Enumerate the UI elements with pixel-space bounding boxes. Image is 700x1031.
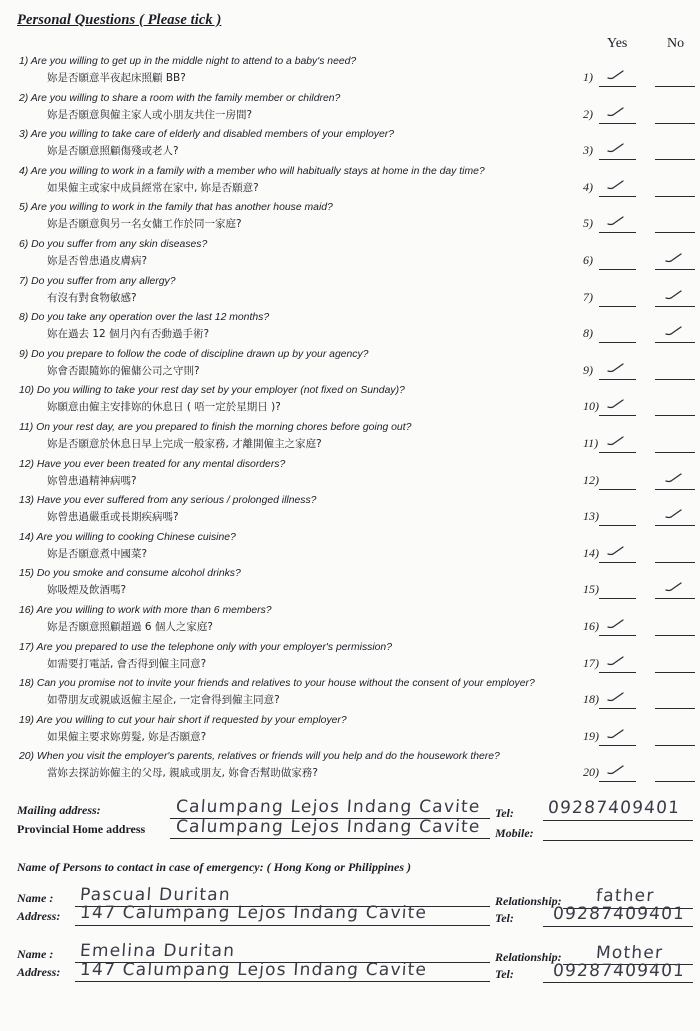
no-answer-box[interactable] <box>655 306 695 307</box>
question-chinese: 妳是否願意半夜起床照顧 BB? <box>47 72 186 84</box>
question-english: 20) When you visit the employer's parents, relatives or friends will you help and do the housework there? <box>19 751 500 763</box>
answer-number: 15) <box>583 582 599 597</box>
answer-row <box>583 323 695 343</box>
tel-value[interactable]: 09287409401 <box>547 798 681 818</box>
tick-mark-icon <box>607 728 625 740</box>
question-chinese: 妳曾患過精神病嗎? <box>47 474 137 487</box>
question-english: 4) Are you willing to work in a family with a member who will habitually stays at home in the day time? <box>19 165 485 177</box>
tick-mark-icon <box>607 179 625 191</box>
mailing-address-label: Mailing address: <box>17 803 101 817</box>
answer-row <box>583 213 695 233</box>
question-chinese: 如果僱主要求妳剪髮, 妳是否願意? <box>47 730 207 743</box>
yes-answer-box[interactable] <box>599 159 636 160</box>
no-answer-box[interactable] <box>655 452 695 453</box>
answer-number: 20) <box>583 765 599 780</box>
contact-address-value[interactable]: 147 Calumpang Lejos Indang Cavite <box>79 903 428 923</box>
contact-name-value[interactable]: Emelina Duritan <box>79 941 236 961</box>
yes-answer-box[interactable] <box>599 489 636 490</box>
answer-row <box>583 177 695 197</box>
answer-number: 7) <box>583 289 593 304</box>
no-answer-box[interactable] <box>655 159 695 160</box>
question-item <box>19 458 589 488</box>
yes-answer-box[interactable] <box>599 306 636 307</box>
question-english: 8) Do you take any operation over the last 12 months? <box>19 312 270 324</box>
question-item <box>19 641 589 671</box>
answer-number: 19) <box>583 728 599 743</box>
answer-row <box>583 433 695 453</box>
tick-mark-icon <box>607 764 625 776</box>
answer-row <box>583 360 695 380</box>
question-chinese: 妳是否願意照顧超過 6 個人之家庭? <box>47 621 213 633</box>
answer-number: 13) <box>583 509 599 524</box>
contact-relationship-value[interactable]: father <box>595 886 656 906</box>
tick-mark-icon <box>665 289 683 301</box>
question-english: 12) Have you ever been treated for any mental disorders? <box>19 458 286 470</box>
question-item <box>19 275 589 305</box>
contact-relationship-value[interactable]: Mother <box>595 943 664 963</box>
tick-mark-icon <box>607 655 625 667</box>
answer-row <box>583 506 695 526</box>
question-item <box>19 311 589 341</box>
question-english: 6) Do you suffer from any skin diseases? <box>19 239 208 250</box>
no-answer-box[interactable] <box>655 196 695 197</box>
answer-number: 2) <box>583 106 593 121</box>
mobile-label: Mobile: <box>495 826 534 840</box>
question-english: 7) Do you suffer from any allergy? <box>19 275 176 287</box>
question-english: 2) Are you willing to share a room with the family member or children? <box>19 92 341 104</box>
question-english: 10) Do you willing to take your rest day set by your employer (not fixed on Sunday)? <box>19 385 405 397</box>
no-answer-box[interactable] <box>655 781 695 782</box>
answer-row <box>583 689 695 709</box>
contact-relationship-label: Relationship: <box>495 894 562 908</box>
yes-answer-box[interactable] <box>599 781 636 782</box>
question-english: 16) Are you willing to work with more than 6 members? <box>19 605 272 616</box>
question-chinese: 如需要打電話, 會否得到僱主同意? <box>47 657 207 670</box>
question-item <box>19 165 589 195</box>
no-answer-box[interactable] <box>655 379 695 380</box>
question-chinese: 妳願意由僱主安排妳的休息日 ( 唔一定於星期日 )? <box>47 401 281 414</box>
question-item <box>19 677 589 707</box>
question-english: 3) Are you willing to take care of elderly and disabled members of your employer? <box>19 129 395 141</box>
question-item <box>19 750 589 780</box>
question-item <box>19 567 589 597</box>
tick-mark-icon <box>665 472 683 484</box>
contact-tel-value[interactable]: 09287409401 <box>552 904 686 924</box>
yes-answer-box[interactable] <box>599 342 636 343</box>
no-answer-box[interactable] <box>655 342 695 343</box>
question-english: 11) On your rest day, are you prepared to finish the morning chores before going out? <box>19 422 412 433</box>
contact-address-line <box>75 925 490 926</box>
question-english: 15) Do you smoke and consume alcohol drinks? <box>19 568 241 580</box>
no-answer-box[interactable] <box>655 525 695 526</box>
tick-mark-icon <box>607 691 625 703</box>
question-item <box>19 604 589 634</box>
no-answer-box[interactable] <box>655 598 695 599</box>
yes-answer-box[interactable] <box>599 379 636 380</box>
yes-answer-box[interactable] <box>599 269 636 270</box>
answer-row <box>583 616 695 636</box>
question-item <box>19 92 589 122</box>
answer-row <box>583 140 695 160</box>
answer-number: 9) <box>583 362 593 377</box>
tick-mark-icon <box>665 581 683 593</box>
question-chinese: 如果僱主或家中成員經常在家中, 妳是否願意? <box>47 181 259 194</box>
tel-line <box>543 820 693 821</box>
no-answer-box[interactable] <box>655 489 695 490</box>
yes-answer-box[interactable] <box>599 745 636 746</box>
question-item <box>19 384 589 414</box>
question-chinese: 妳是否願意與另一名女傭工作於同一家庭? <box>47 218 242 231</box>
tick-mark-icon <box>665 508 683 520</box>
yes-answer-box[interactable] <box>599 452 636 453</box>
form-title: Personal Questions ( Please tick ) <box>17 12 222 28</box>
no-column-header: No <box>667 36 685 51</box>
answer-number: 14) <box>583 545 599 560</box>
answer-row <box>583 579 695 599</box>
contact-address-line <box>75 981 490 982</box>
question-english: 9) Do you prepare to follow the code of discipline drawn up by your agency? <box>19 348 369 360</box>
answer-number: 17) <box>583 655 599 670</box>
tick-mark-icon <box>607 435 625 447</box>
question-item <box>19 531 589 561</box>
question-english: 14) Are you willing to cooking Chinese cuisine? <box>19 531 236 543</box>
question-chinese: 妳會否跟隨妳的僱傭公司之守則? <box>47 364 200 377</box>
question-chinese: 妳曾患過嚴重或長期疾病嗎? <box>47 511 179 524</box>
answer-number: 18) <box>583 692 599 707</box>
yes-answer-box[interactable] <box>599 123 636 124</box>
question-item <box>19 128 589 158</box>
question-chinese: 妳是否願意於休息日早上完成一般家務, 才離開僱主之家庭? <box>47 438 322 450</box>
answer-row <box>583 653 695 673</box>
yes-answer-box[interactable] <box>599 672 636 673</box>
tick-mark-icon <box>607 362 625 374</box>
no-answer-box[interactable] <box>655 672 695 673</box>
tel-label: Tel: <box>495 806 514 820</box>
contact-tel-label: Tel: <box>495 967 514 981</box>
answer-row <box>583 762 695 782</box>
contact-name-label: Name : <box>17 947 54 961</box>
provincial-address-value[interactable]: Calumpang Lejos Indang Cavite <box>175 817 482 837</box>
no-answer-box[interactable] <box>655 562 695 563</box>
answer-row <box>583 470 695 490</box>
mobile-line <box>543 840 693 841</box>
answer-number: 1) <box>583 70 593 84</box>
yes-column-header: Yes <box>607 36 628 51</box>
contact-tel-line <box>543 926 693 927</box>
yes-answer-box[interactable] <box>599 415 636 416</box>
tick-mark-icon <box>607 398 625 410</box>
no-answer-box[interactable] <box>655 123 695 124</box>
answer-number: 11) <box>583 436 599 450</box>
answer-number: 6) <box>583 253 593 267</box>
question-item <box>19 494 589 524</box>
question-chinese: 妳是否願意與僱主家人或小朋友共住一房間? <box>47 108 253 121</box>
question-english: 19) Are you willing to cut your hair short if requested by your employer? <box>19 714 347 726</box>
answer-row <box>583 104 695 124</box>
yes-answer-box[interactable] <box>599 598 636 599</box>
no-answer-box[interactable] <box>655 86 695 87</box>
answer-number: 8) <box>583 326 593 341</box>
yes-answer-box[interactable] <box>599 562 636 563</box>
tick-mark-icon <box>607 215 625 227</box>
contact-tel-line <box>543 982 693 983</box>
question-chinese: 妳是否願意照顧傷殘或老人? <box>47 145 179 158</box>
answer-number: 16) <box>583 619 599 633</box>
answer-number: 10) <box>583 399 599 414</box>
question-chinese: 妳是否曾患過皮膚病? <box>47 255 148 267</box>
answer-row <box>583 287 695 307</box>
tick-mark-icon <box>665 325 683 337</box>
question-english: 13) Have you ever suffered from any serious / prolonged illness? <box>19 495 317 507</box>
provincial-address-label: Provincial Home address <box>17 822 146 836</box>
no-answer-box[interactable] <box>655 708 695 709</box>
question-item <box>19 348 589 378</box>
mailing-address-value[interactable]: Calumpang Lejos Indang Cavite <box>175 797 482 817</box>
answer-number: 3) <box>583 143 593 158</box>
answer-row <box>583 67 695 87</box>
tick-mark-icon <box>607 545 625 557</box>
question-item <box>19 714 589 744</box>
answer-number: 5) <box>583 216 593 231</box>
contact-address-label: Address: <box>17 965 61 979</box>
tick-mark-icon <box>607 69 625 81</box>
question-chinese: 當妳去探訪妳僱主的父母, 親戚或朋友, 妳會否幫助做家務? <box>47 767 318 780</box>
answer-row <box>583 543 695 563</box>
question-english: 5) Are you willing to work in the family that has another house maid? <box>19 202 333 214</box>
question-item <box>19 238 589 268</box>
contact-name-label: Name : <box>17 891 54 905</box>
answer-number: 4) <box>583 179 593 194</box>
yes-answer-box[interactable] <box>599 635 636 636</box>
answer-row <box>583 250 695 270</box>
contact-tel-value[interactable]: 09287409401 <box>552 961 686 981</box>
question-chinese: 妳是否願意煮中國菜? <box>47 547 148 560</box>
contact-relationship-label: Relationship: <box>495 950 562 964</box>
contact-address-label: Address: <box>17 909 61 923</box>
tick-mark-icon <box>607 106 625 118</box>
question-chinese: 妳吸煙及飲酒嗎? <box>47 584 127 597</box>
yes-answer-box[interactable] <box>599 708 636 709</box>
tick-mark-icon <box>665 252 683 264</box>
yes-answer-box[interactable] <box>599 196 636 197</box>
contact-tel-label: Tel: <box>495 911 514 925</box>
question-english: 1) Are you willing to get up in the middle night to attend to a baby's need? <box>19 56 357 67</box>
tick-mark-icon <box>607 618 625 630</box>
no-answer-box[interactable] <box>655 415 695 416</box>
question-item <box>19 55 589 85</box>
question-item <box>19 201 589 231</box>
answer-number: 12) <box>583 472 599 487</box>
no-answer-box[interactable] <box>655 635 695 636</box>
answer-row <box>583 726 695 746</box>
yes-answer-box[interactable] <box>599 232 636 233</box>
answer-row <box>583 396 695 416</box>
contact-address-value[interactable]: 147 Calumpang Lejos Indang Cavite <box>79 960 428 980</box>
question-english: 18) Can you promise not to invite your friends and relatives to your house without the consent of your employer? <box>19 678 535 690</box>
no-answer-box[interactable] <box>655 745 695 746</box>
provincial-address-line <box>170 838 490 839</box>
question-item <box>19 421 589 451</box>
no-answer-box[interactable] <box>655 232 695 233</box>
no-answer-box[interactable] <box>655 269 695 270</box>
question-english: 17) Are you prepared to use the telephone only with your employer's permission? <box>19 641 392 653</box>
yes-answer-box[interactable] <box>599 525 636 526</box>
question-chinese: 妳在過去 12 個月內有否動過手術? <box>47 328 210 341</box>
question-chinese: 如帶朋友或親戚返僱主屋企, 一定會得到僱主同意? <box>47 694 280 707</box>
emergency-heading: Name of Persons to contact in case of emergency: ( Hong Kong or Philippines ) <box>17 860 411 874</box>
question-chinese: 有沒有對食物敏感? <box>47 291 137 304</box>
contact-name-value[interactable]: Pascual Duritan <box>79 885 232 905</box>
yes-answer-box[interactable] <box>599 86 636 87</box>
tick-mark-icon <box>607 142 625 154</box>
